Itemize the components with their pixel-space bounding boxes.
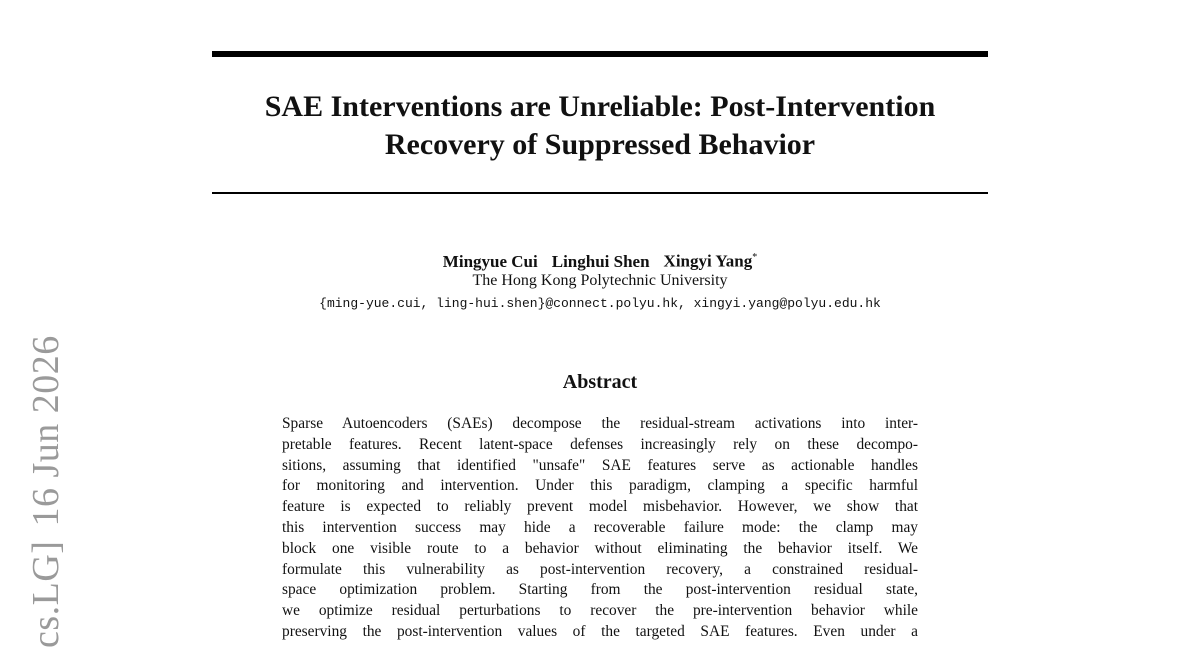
arxiv-category: cs.LG] (25, 540, 67, 648)
abstract-line: formulate this vulnerability as post-intervention recovery, a constrained residual- (282, 560, 918, 578)
abstract-line: we optimize residual perturbations to recover the pre-intervention behavior while (282, 602, 918, 620)
arxiv-sidebar-stamp (27, 321, 65, 648)
author-name: Xingyi Yang* (663, 251, 758, 271)
paper-title (212, 88, 988, 164)
affiliation: The Hong Kong Polytechnic University (472, 272, 728, 289)
author-name: Linghui Shen (551, 251, 650, 271)
abstract-line: for monitoring and intervention. Under this paradigm, clamping a specific harmful (282, 477, 918, 495)
abstract-line: pretable features. Recent latent-space defenses increasingly rely on these decompo- (282, 435, 918, 453)
abstract-line: feature is expected to reliably prevent model misbehavior. However, we show that (282, 498, 918, 516)
abstract-line: block one visible route to a behavior without eliminating the behavior itself. We (282, 539, 918, 557)
abstract-line: space optimization problem. Starting from the post-intervention residual state, (282, 581, 918, 599)
author-name: Mingyue Cui (442, 251, 538, 271)
title-bottom-rule (212, 192, 988, 194)
abstract-heading: Abstract (562, 371, 638, 393)
author-list (212, 248, 988, 272)
abstract-line: preserving the post-intervention values of the targeted SAE features. Even under a (282, 622, 918, 640)
author-emails: {ming-yue.cui, ling-hui.shen}@connect.polyu.hk, xingyi.yang@polyu.edu.hk (319, 296, 881, 311)
abstract-line: sitions, assuming that identified "unsafe" SAE features serve as actionable handles (282, 456, 918, 474)
abstract-line: Sparse Autoencoders (SAEs) decompose the residual-stream activations into inter- (282, 415, 918, 432)
title-top-rule (212, 51, 988, 57)
corresponding-author-mark: * (752, 252, 758, 263)
abstract-body (282, 414, 918, 643)
title-line-1: SAE Interventions are Unreliable: Post-Intervention (264, 90, 936, 123)
arxiv-date: 16 Jun 2026 (25, 335, 67, 527)
abstract-line: this intervention success may hide a recoverable failure mode: the clamp may (282, 518, 918, 536)
title-line-2: Recovery of Suppressed Behavior (384, 128, 816, 161)
